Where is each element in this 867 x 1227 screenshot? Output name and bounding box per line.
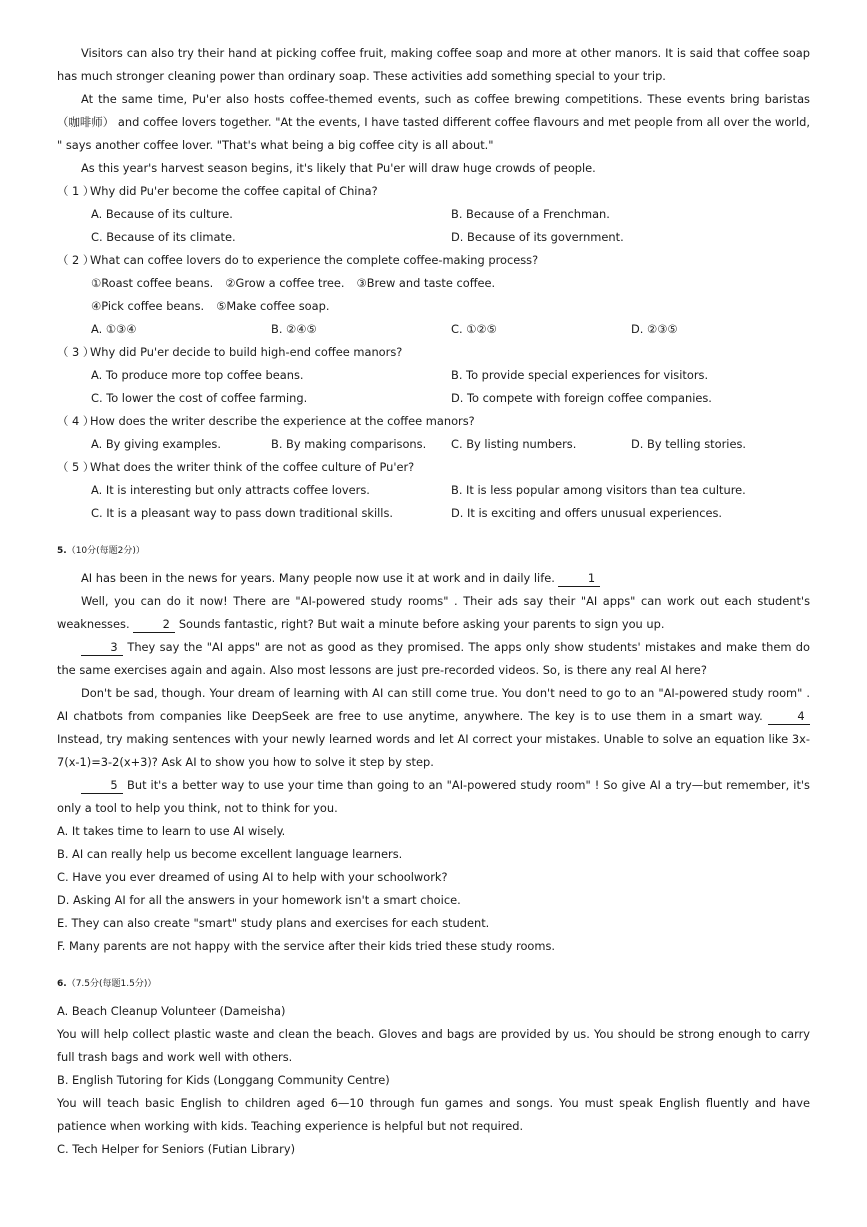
question-text: What does the writer think of the coffee culture of Pu'er? <box>90 460 415 474</box>
ad-description: You will teach basic English to children aged 6—10 through fun games and songs. You must speak English fluently and have patience when working with kids. Teaching experience is helpful but not required. <box>57 1096 810 1133</box>
question-text: What can coffee lovers do to experience the complete coffee-making process? <box>90 253 539 267</box>
option-f[interactable]: F. Many parents are not happy with the service after their kids tried these study rooms. <box>57 939 556 953</box>
passage-paragraph: As this year's harvest season begins, it's likely that Pu'er will draw huge crowds of people. <box>81 161 596 175</box>
question-5 <box>57 456 810 525</box>
section-number: 5. <box>57 546 67 556</box>
paragraph-text: AI has been in the news for years. Many people now use it at work and in daily life. <box>81 571 555 585</box>
option-c[interactable]: C. Because of its climate. <box>91 230 236 244</box>
question-4 <box>57 410 810 456</box>
question-1 <box>57 180 810 249</box>
section-number: 6. <box>57 979 67 989</box>
paragraph-text: Instead, try making sentences with your newly learned words and let AI correct your mistakes. Unable to solve an equation like 3x-7(x-1)=3-2(x+3)? Ask AI to show you how to solve it step by step. <box>57 732 810 769</box>
option-b[interactable]: B. Because of a Frenchman. <box>451 207 610 221</box>
option-a[interactable]: A. ①③④ <box>91 322 137 336</box>
question-text: Why did Pu'er become the coffee capital of China? <box>90 184 378 198</box>
passage-paragraph: Visitors can also try their hand at picking coffee fruit, making coffee soap and more at other manors. It is said that coffee soap has much stronger cleaning power than ordinary soap. These activities add something special to your trip. <box>57 46 810 83</box>
ad-title: B. English Tutoring for Kids (Longgang Community Centre) <box>57 1073 390 1087</box>
blank-5[interactable]: 5 <box>81 777 123 794</box>
question-number: （ 5 ） <box>57 460 95 474</box>
question-2 <box>57 249 810 341</box>
choice-list <box>57 295 810 318</box>
paragraph-text: Sounds fantastic, right? But wait a minute before asking your parents to sign you up. <box>178 617 665 631</box>
option-c[interactable]: C. ①②⑤ <box>451 322 497 336</box>
passage-paragraph: At the same time, Pu'er also hosts coffee-themed events, such as coffee brewing competitions. These events bring baristas （咖啡师） and coffee lovers together. "At the events, I have tasted different coffee flavours and met people from all over the world, " says another coffee lover. "That's what being a big coffee city is all about." <box>57 92 810 152</box>
option-c[interactable]: C. Have you ever dreamed of using AI to help with your schoolwork? <box>57 870 448 884</box>
option-b[interactable]: B. AI can really help us become excellent language learners. <box>57 847 403 861</box>
choice-item: ③Brew and taste coffee. <box>356 276 496 290</box>
blank-3[interactable]: 3 <box>81 639 123 656</box>
option-b[interactable]: B. ②④⑤ <box>271 322 317 336</box>
exam-page <box>57 42 810 1161</box>
paragraph-text: But it's a better way to use your time than going to an "AI-powered study room" ! So give AI a try—but remember, it's only a tool to help you think, not to think for you. <box>57 778 810 815</box>
section-header-5 <box>57 544 810 558</box>
option-d[interactable]: D. To compete with foreign coffee companies. <box>451 391 712 405</box>
option-a[interactable]: A. Because of its culture. <box>91 207 233 221</box>
option-c[interactable]: C. It is a pleasant way to pass down traditional skills. <box>91 506 394 520</box>
option-d[interactable]: D. Because of its government. <box>451 230 624 244</box>
blank-1[interactable]: 1 <box>558 570 600 587</box>
section-score: （7.5分(每题1.5分)） <box>66 979 157 989</box>
option-e[interactable]: E. They can also create "smart" study plans and exercises for each student. <box>57 916 490 930</box>
option-b[interactable]: B. It is less popular among visitors than tea culture. <box>451 483 746 497</box>
passage-paragraph <box>57 636 810 682</box>
option-c[interactable]: C. By listing numbers. <box>451 437 577 451</box>
paragraph-text: They say the "AI apps" are not as good as they promised. The apps only show students' mistakes and make them do the same exercises again and again. Also most lessons are just pre-recorded videos. So, is there any real AI here? <box>57 640 810 677</box>
option-a[interactable]: A. It is interesting but only attracts coffee lovers. <box>91 483 370 497</box>
option-b[interactable]: B. By making comparisons. <box>271 437 427 451</box>
option-c[interactable]: C. To lower the cost of coffee farming. <box>91 391 308 405</box>
passage-paragraph <box>57 682 810 774</box>
option-d[interactable]: D. Asking AI for all the answers in your homework isn't a smart choice. <box>57 893 461 907</box>
question-number: （ 4 ） <box>57 414 95 428</box>
paragraph-text: Don't be sad, though. Your dream of learning with AI can still come true. You don't need to go to an "AI-powered study room" . AI chatbots from companies like DeepSeek are free to use anytime, anywhere. The key is to use them in a smart way. <box>57 686 810 723</box>
question-number: （ 2 ） <box>57 253 95 267</box>
passage-paragraph <box>57 774 810 820</box>
option-a[interactable]: A. By giving examples. <box>91 437 221 451</box>
question-number: （ 3 ） <box>57 345 95 359</box>
blank-4[interactable]: 4 <box>768 708 810 725</box>
question-text: How does the writer describe the experience at the coffee manors? <box>90 414 475 428</box>
question-text: Why did Pu'er decide to build high-end coffee manors? <box>90 345 403 359</box>
section-score: （10分(每题2分)） <box>66 546 145 556</box>
question-3 <box>57 341 810 410</box>
option-a[interactable]: A. To produce more top coffee beans. <box>91 368 304 382</box>
section-header-6 <box>57 977 810 991</box>
option-d[interactable]: D. ②③⑤ <box>631 322 678 336</box>
ad-title: C. Tech Helper for Seniors (Futian Library) <box>57 1142 296 1156</box>
choice-list <box>57 272 810 295</box>
ad-description: You will help collect plastic waste and clean the beach. Gloves and bags are provided by us. You should be strong enough to carry full trash bags and work well with others. <box>57 1027 810 1064</box>
paragraph-text: Well, you can do it now! There are "AI-powered study rooms" . Their ads say their "AI apps" can work out each student's weaknesses. <box>57 594 810 631</box>
passage-paragraph <box>57 567 810 590</box>
option-d[interactable]: D. It is exciting and offers unusual experiences. <box>451 506 723 520</box>
choice-item: ⑤Make coffee soap. <box>216 299 330 313</box>
choice-item: ①Roast coffee beans. <box>91 276 214 290</box>
option-d[interactable]: D. By telling stories. <box>631 437 747 451</box>
choice-item: ④Pick coffee beans. <box>91 299 205 313</box>
choice-item: ②Grow a coffee tree. <box>225 276 345 290</box>
question-number: （ 1 ） <box>57 184 95 198</box>
option-b[interactable]: B. To provide special experiences for visitors. <box>451 368 709 382</box>
option-a[interactable]: A. It takes time to learn to use AI wisely. <box>57 824 286 838</box>
blank-2[interactable]: 2 <box>133 616 175 633</box>
ad-title: A. Beach Cleanup Volunteer (Dameisha) <box>57 1004 286 1018</box>
passage-paragraph <box>57 590 810 636</box>
